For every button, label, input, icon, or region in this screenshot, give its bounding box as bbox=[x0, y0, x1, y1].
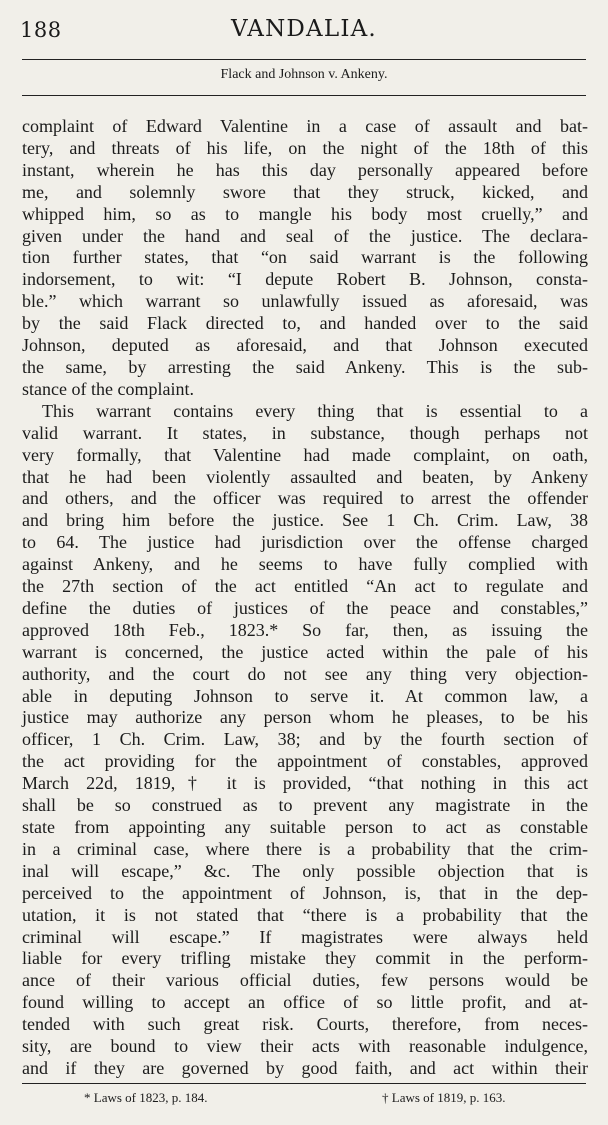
case-title-rule bbox=[22, 95, 586, 96]
footnote-1819: † Laws of 1819, p. 163. bbox=[382, 1090, 506, 1105]
body-line: officer, 1 Ch. Crim. Law, 38; and by the fourth section of bbox=[22, 729, 588, 750]
body-line: perceived to the appointment of Johnson, is, that in the dep- bbox=[22, 882, 588, 903]
body-line: me, and solemnly swore that they struck, kicked, and bbox=[22, 181, 588, 202]
body-line: warrant is concerned, the justice acted within the pale of his bbox=[22, 641, 588, 662]
case-title: Flack and Johnson v. Ankeny. bbox=[220, 67, 388, 82]
body-line: This warrant contains every thing that is essential to a bbox=[42, 400, 588, 421]
body-line: justice may authorize any person whom he pleases, to be his bbox=[22, 707, 588, 728]
page-number: 188 bbox=[20, 18, 62, 42]
body-line: state from appointing any suitable person to act as constable bbox=[22, 817, 588, 837]
body-line: stance of the complaint. bbox=[22, 378, 194, 399]
body-line: by the said Flack directed to, and handed over to the said bbox=[22, 313, 588, 334]
body-line: and bring him before the justice. See 1 Ch. Crim. Law, 38 bbox=[22, 510, 588, 531]
body-line: inal will escape,” &c. The only possible objection that is bbox=[22, 860, 588, 881]
body-line: to 64. The justice had jurisdiction over the offense charged bbox=[22, 532, 588, 553]
body-line: tion further states, that “on said warrant is the following bbox=[22, 247, 588, 268]
body-line: in a criminal case, where there is a probability that the crim- bbox=[22, 838, 588, 859]
body-line: able in deputing Johnson to serve it. At common law, a bbox=[22, 685, 588, 706]
body-line: the 27th section of the act entitled “An act to regulate and bbox=[22, 576, 588, 597]
body-line: that he had been violently assaulted and beaten, by Ankeny bbox=[22, 466, 588, 487]
body-line: whipped him, so as to mangle his body most cruelly,” and bbox=[22, 203, 588, 224]
footnote-1823: * Laws of 1823, p. 184. bbox=[84, 1090, 208, 1105]
footnote-rule bbox=[22, 1083, 586, 1084]
body-line: given under the hand and seal of the justice. The declara- bbox=[22, 225, 588, 246]
body-line: very formally, that Valentine had made complaint, on oath, bbox=[22, 444, 588, 465]
body-line: authority, and the court do not see any thing very objection- bbox=[22, 663, 588, 684]
body-line: valid warrant. It states, in substance, though perhaps not bbox=[22, 422, 588, 443]
body-line: utation, it is not stated that “there is a probability that the bbox=[22, 904, 588, 925]
header-rule bbox=[22, 59, 586, 60]
body-line: approved 18th Feb., 1823.* So far, then, as issuing the bbox=[22, 619, 588, 640]
body-line: instant, wherein he has this day personally appeared before bbox=[22, 159, 588, 180]
body-line: ble.” which warrant so unlawfully issued as aforesaid, was bbox=[22, 291, 588, 312]
body-line: shall be so construed as to prevent any magistrate in the bbox=[22, 795, 588, 816]
body-line: define the duties of justices of the peace and constables,” bbox=[22, 597, 588, 618]
body-line: complaint of Edward Valentine in a case of assault and bat- bbox=[22, 116, 588, 136]
body-line: found willing to accept an office of so little profit, and at- bbox=[22, 992, 588, 1013]
body-line: criminal will escape.” If magistrates were always held bbox=[22, 926, 588, 947]
body-line: and if they are governed by good faith, and act within their bbox=[22, 1057, 588, 1078]
body-line: sity, are bound to view their acts with reasonable indulgence, bbox=[22, 1036, 588, 1057]
body-line: and others, and the officer was required to arrest the offender bbox=[22, 488, 588, 509]
body-line: tended with such great risk. Courts, therefore, from neces- bbox=[22, 1014, 588, 1035]
body-line: liable for every trifling mistake they commit in the perform- bbox=[22, 948, 588, 969]
body-line: the same, by arresting the said Ankeny. This is the sub- bbox=[22, 356, 588, 377]
body-line: tery, and threats of his life, on the night of the 18th of this bbox=[22, 137, 588, 158]
body-line: ance of their various official duties, few persons would be bbox=[22, 970, 588, 991]
running-head: VANDALIA. bbox=[231, 16, 377, 42]
body-line: March 22d, 1819,† it is provided, “that nothing in this act bbox=[22, 773, 588, 794]
body-text bbox=[22, 116, 588, 1080]
body-line: the act providing for the appointment of constables, approved bbox=[22, 751, 588, 772]
body-line: Johnson, deputed as aforesaid, and that Johnson executed bbox=[22, 335, 588, 356]
body-line: indorsement, to wit: “I depute Robert B. Johnson, consta- bbox=[22, 269, 588, 290]
body-line: against Ankeny, and he seems to have fully complied with bbox=[22, 554, 588, 575]
